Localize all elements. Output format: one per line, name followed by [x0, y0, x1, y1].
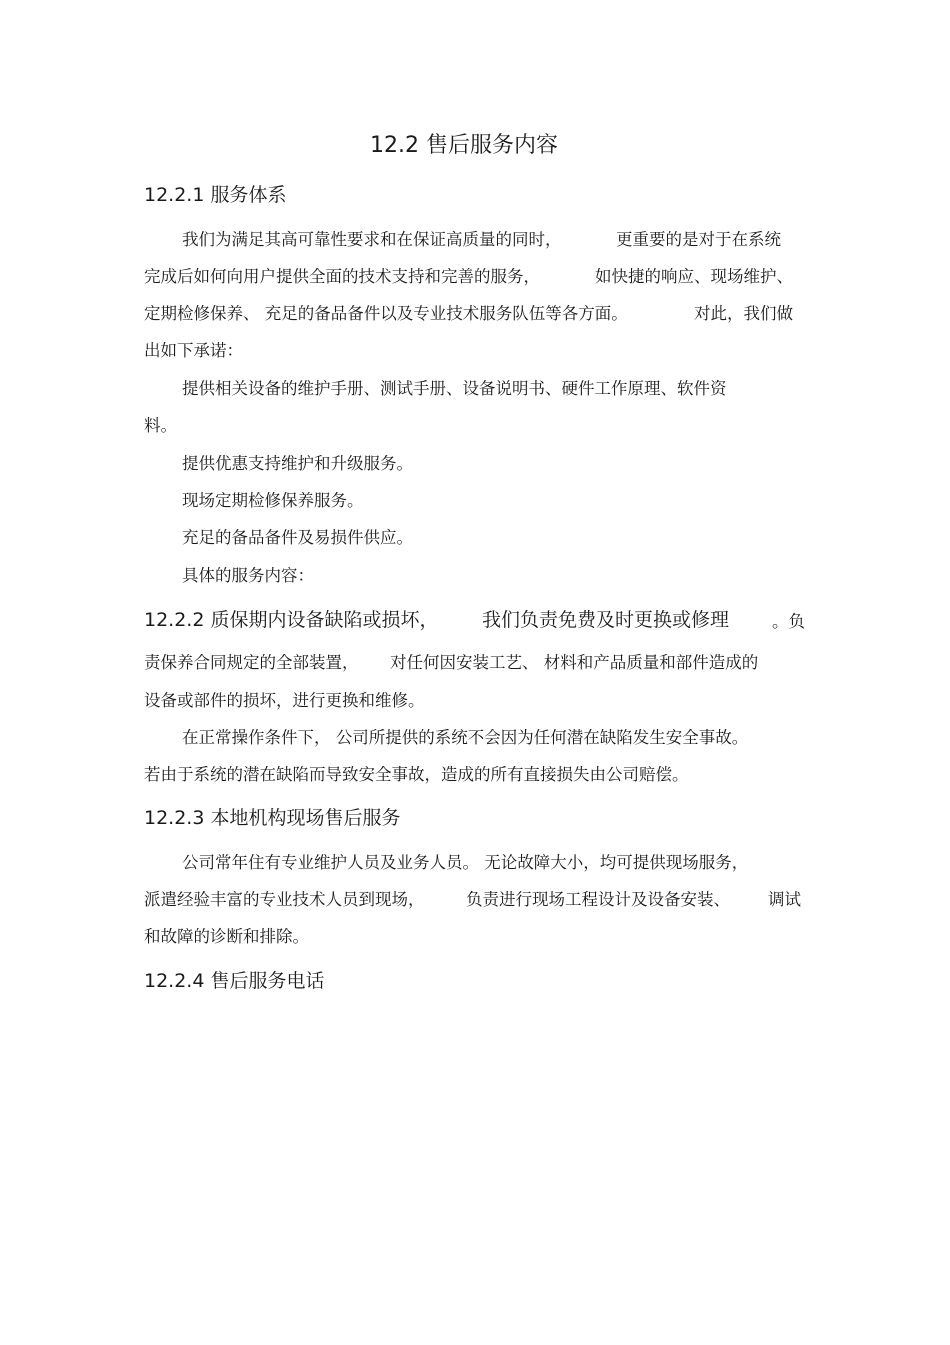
paragraph-line: 在正常操作条件下， 公司所提供的系统不会因为任何潜在缺陷发生安全事故。	[182, 728, 749, 747]
list-item: 现场定期检修保养服务。	[182, 491, 364, 510]
paragraph-line: 和故障的诊断和排除。	[144, 927, 309, 946]
list-item: 充足的备品备件及易损件供应。	[182, 528, 413, 547]
paragraph-line: 对此，我们做	[694, 304, 793, 323]
paragraph-line: 如快捷的响应、现场维护、	[595, 267, 793, 286]
page-title: 12.2 售后服务内容	[370, 133, 558, 158]
list-item: 提供相关设备的维护手册、测试手册、设备说明书、硬件工作原理、软件资	[182, 379, 727, 398]
section-heading-warranty: 12.2.2 质保期内设备缺陷或损坏，	[144, 609, 439, 631]
paragraph-line: 出如下承诺：	[144, 341, 243, 360]
paragraph-line: 。负	[772, 612, 805, 631]
paragraph-line: 若由于系统的潜在缺陷而导致安全事故，造成的所有直接损失由公司赔偿。	[144, 765, 689, 784]
paragraph-line: 设备或部件的损坏，进行更换和维修。	[144, 691, 425, 710]
paragraph-line: 责保养合同规定的全部装置，	[144, 653, 359, 672]
paragraph-line: 公司常年住有专业维护人员及业务人员。 无论故障大小，均可提供现场服务，	[182, 853, 749, 872]
section-heading-local-service: 12.2.3 本地机构现场售后服务	[144, 807, 401, 829]
paragraph-line: 我们为满足其高可靠性要求和在保证高质量的同时，	[182, 230, 562, 249]
paragraph-line: 完成后如何向用户提供全面的技术支持和完善的服务，	[144, 267, 540, 286]
section-heading-service-system: 12.2.1 服务体系	[144, 184, 287, 206]
section-heading-warranty-cont: 我们负责免费及时更换或修理	[482, 609, 730, 631]
paragraph-line: 派遣经验丰富的专业技术人员到现场，	[144, 890, 425, 909]
section-heading-service-phone: 12.2.4 售后服务电话	[144, 970, 325, 992]
list-item-continuation: 料。	[144, 416, 177, 435]
paragraph-line: 定期检修保养、 充足的备品备件以及专业技术服务队伍等各方面。	[144, 304, 628, 323]
paragraph-line: 更重要的是对于在系统	[616, 230, 781, 249]
list-item: 具体的服务内容：	[182, 566, 314, 585]
list-item: 提供优惠支持维护和升级服务。	[182, 454, 413, 473]
paragraph-line: 对任何因安装工艺、 材料和产品质量和部件造成的	[390, 653, 759, 672]
paragraph-line: 调试	[768, 890, 801, 909]
paragraph-line: 负责进行现场工程设计及设备安装、	[466, 890, 730, 909]
